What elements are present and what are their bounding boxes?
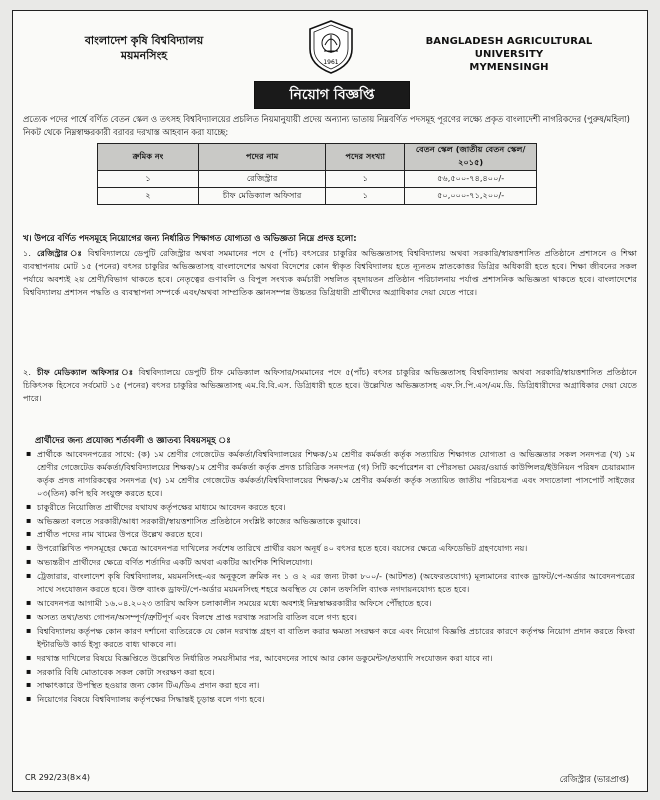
signatory: রেজিস্ট্রার (ভারপ্রাপ্ত)	[559, 774, 629, 784]
list-item	[23, 528, 635, 541]
notice-page	[12, 10, 648, 792]
bullet-icon: ▪	[26, 557, 32, 567]
list-item	[23, 542, 635, 555]
term-text: চাকুরীতে নিয়োজিত প্রার্থীদের যথাযথ কর্তৃপক্ষের মাধ্যমে আবেদন করতে হবে।	[37, 501, 286, 512]
intro-paragraph: প্রত্যেক পদের পার্শ্বে বর্ণিত বেতন স্কেল ও তৎসহ বিশ্ববিদ্যালয়ের প্রচলিত নিয়মানুযায়ী প্রদেয় অন্যান্য ভাতায় নিম্নবর্ণিত পদসমূহ পূরণের লক্ষ্যে প্রকৃত বাংলাদেশী নাগরিকদের (পুরুষ/মহিলা) নিকট থেকে নিম্নস্বাক্ষরকারী বরাবর দরখাস্ত আহবান করা যাচ্ছে:	[23, 114, 630, 137]
bullet-icon: ▪	[26, 543, 32, 553]
term-text: নিয়োগের বিষয়ে বিশ্ববিদ্যালয় কর্তৃপক্ষের সিদ্ধান্তই চূড়ান্ত বলে গণ্য হবে।	[37, 694, 265, 705]
list-item	[23, 515, 635, 528]
bullet-icon: ▪	[26, 449, 32, 458]
qualification-cmo	[23, 366, 637, 405]
university-seal-icon	[306, 19, 356, 75]
table-row	[98, 171, 537, 188]
item-title: রেজিস্ট্রার ঃ	[37, 248, 84, 258]
table-header-row	[98, 144, 537, 171]
term-text: আবেদনপত্র আগামী ১৬.০৪.২০২৩ তারিখ অফিস চলাকালীন সময়ের মধ্যে অবশ্যই নিম্নস্বাক্ষরকারীর অফিসে পৌঁছাতে হবে।	[37, 597, 432, 608]
bullet-icon: ▪	[26, 501, 32, 511]
term-text: ট্রেজারার, বাংলাদেশ কৃষি বিশ্ববিদ্যালয়, ময়মনসিংহ-এর অনুকূলে ক্রমিক নং ১ ও ২ এর জন্য টাকা ৮০০/- (আটশত) (অফেরতযোগ্য) মূল্যমানের ব্যাংক ড্রাফট/পে-অর্ডার আবেদনপত্রের সাথে সংযোজন করতে হবে। উক্ত ব্যাংক ড্রাফট/পে-অর্ডার ময়মনসিংহ শহরে অবস্থিত যে কোন তফসিলি ব্যাংক নগদায়নযোগ্য হতে হবে।	[37, 571, 635, 595]
cell-serial: ১	[98, 171, 199, 188]
bullet-icon: ▪	[26, 625, 32, 635]
cell-scale: ৫০,০০০-৭১,২০০/-	[405, 188, 537, 205]
col-post-header: পদের নাম	[198, 144, 325, 171]
list-item	[23, 570, 635, 596]
bullet-icon: ▪	[26, 611, 32, 621]
header-en-city: MYMENSINGH	[469, 62, 549, 73]
list-item	[23, 693, 635, 706]
list-item	[23, 666, 635, 679]
item-text: বিশ্ববিদ্যালয়ে ডেপুটি চীফ মেডিক্যাল অফিসার/সমমানের পদে ৫(পাঁচ) বৎসর চাকুরির অভিজ্ঞতাসহ বিশ্ববিদ্যালয় অথবা সরকারি/স্বায়ত্তশাসিত প্রতিষ্ঠানে চিকিৎসক হিসেবে সর্বমোট ১৫ (পনের) বৎসর চাকুরির অভিজ্ঞতাসহ এম.বি.বি.এস. ডিগ্রিধারী হতে হবে। উল্লেখিত অভিজ্ঞতাসহ এফ.সি.পি.এস/এম.ডি. ডিগ্রিধারীদের অগ্রাধিকার দেয়া যেতে পারে।	[23, 367, 638, 403]
bullet-icon: ▪	[26, 694, 32, 704]
qualification-registrar	[23, 247, 637, 299]
posts-table	[97, 143, 537, 205]
term-text: বিশ্ববিদ্যালয় কর্তৃপক্ষ কোন কারণ দর্শানো ব্যতিরেকে যে কোন দরখাস্ত গ্রহণ বা বাতিল করার ক্ষমতা সংরক্ষণ করে এবং নিয়োগ বিজ্ঞপ্তি প্রচারের কারণে কর্তৃপক্ষ নিয়োগ প্রদান করতে কিংবা ইন্টারভিউ কার্ড ইস্যু করতে বাধ্য থাকবে না।	[37, 625, 635, 649]
term-text: উপরোল্লিখিত পদসমূহের ক্ষেত্রে আবেদনপত্র দাখিলের সর্বশেষ তারিখে প্রার্থীর বয়স অনূর্ধ ৪০ বৎসর হতে হবে। বয়সের ক্ষেত্রে এফিডেভিট গ্রহণযোগ্য নয়।	[37, 543, 528, 554]
terms-list	[23, 448, 635, 707]
item-text: বিশ্ববিদ্যালয়ে ডেপুটি রেজিস্ট্রার অথবা সমমানের পদে ৫ (পাঁচ) বৎসরের চাকুরির অভিজ্ঞতাসহ বিশ্ববিদ্যালয় অথবা সরকারি/স্বায়ত্তশাসিত প্রতিষ্ঠানে প্রশাসনে ও শিক্ষা ব্যবস্থাপনায় মোট ১৫ (পনের) বৎসর চাকুরির অভিজ্ঞতাসহ বাংলাদেশের অথবা বিদেশের কোন স্বীকৃত বিশ্ববিদ্যালয় হতে ন্যূনতম স্নাতকোত্তর ডিগ্রির অধিকারী হতে হবে। শিক্ষা জীবনের সকল পর্যায়ে অবশ্যই ২য় শ্রেণী/বিভাগ থাকতে হবে। নেতৃত্বের গুণাবলি ও বিপুল সংখ্যক কর্মচারী সম্বলিত বৃহদায়তন প্রতিষ্ঠান পরিচালনায় পর্যাপ্ত প্রশাসনিক অভিজ্ঞতা থাকতে হবে। বাংলাদেশের বিশ্ববিদ্যালয় প্রশাসন পদ্ধতি ও ব্যবস্থাপনা সম্পর্কে এবং/অথবা সাম্প্রতিক জ্ঞানসম্পন্ন উচ্চতর ডিগ্রিধারী প্রার্থীদের অগ্রাধিকার দেয়া যেতে পারে।	[23, 248, 637, 297]
bullet-icon: ▪	[26, 652, 32, 662]
item-number: ২.	[23, 367, 31, 377]
term-text: প্রার্থীকে আবেদনপত্রের সাথে: (ক) ১ম শ্রেণীর গেজেটেড কর্মকর্তা/বিশ্ববিদ্যালয়ের শিক্ষক/১ম শ্রেণীর কর্মকর্তা কর্তৃক সত্যায়িত শিক্ষাগত যোগ্যতা ও অভিজ্ঞতার সকল সনদপত্র (খ) ১ম শ্রেণীর গেজেটেড কর্মকর্তা/বিশ্ববিদ্যালয়ের শিক্ষক/১ম শ্রেণীর কর্মকর্তা কর্তৃক প্রদত্ত চারিত্রিক সনদপত্র (গ) সিটি কর্পোরেশন বা পৌরসভা মেয়র/ওয়ার্ড কাউন্সিলর/ইউনিয়ন পরিষদ চেয়ারম্যান কর্তৃক প্রদত্ত নাগরিকত্বের সনদপত্র (ঘ) ১ম শ্রেণীর গেজেটেড কর্মকর্তা/বিশ্ববিদ্যালয়ের শিক্ষক/১ম শ্রেণীর কর্মকর্তা কর্তৃক সত্যায়িত জাতীয় পরিচয়পত্র এবং সদ্যতোলা পাসপোর্ট সাইজের ০৩(তিন) কপি ছবি সংযুক্ত করতে হবে।	[37, 449, 635, 498]
cell-count: ১	[326, 171, 405, 188]
bullet-icon: ▪	[26, 571, 32, 581]
list-item	[23, 597, 635, 610]
term-text: দরখাস্ত দাখিলের বিষয়ে বিজ্ঞপ্তিতে উল্লেখিত নির্ধারিত সময়সীমার পর, আবেদনের সাথে আর কোন ডকুমেন্টস/তথ্যাদি সংযোজন করা যাবে না।	[37, 652, 493, 663]
header-bn-name: বাংলাদেশ কৃষি বিশ্ববিদ্যালয়	[84, 34, 204, 47]
bullet-icon: ▪	[26, 597, 32, 607]
term-text: সাক্ষাৎকারে উপস্থিত হওয়ার জন্য কোন টিএ/ডিএ প্রদান করা হবে না।	[37, 680, 260, 691]
qualification-heading: খ। উপরে বর্ণিত পদসমূহে নিয়োগের জন্য নির্ধারিত শিক্ষাগত যোগ্যতা ও অভিজ্ঞতা নিম্নে প্রদত্ত হলো:	[23, 233, 357, 243]
term-text: অভ্যন্তরীণ প্রার্থীদের ক্ষেত্রে বর্ণিত শর্তাদির একটি অথবা একটির আংশিক শিথিলযোগ্য।	[37, 557, 313, 568]
term-text: সরকারি বিধি মোতাবেক সকল কোটা সংরক্ষণ করা হবে।	[37, 666, 215, 677]
header-bangla	[69, 33, 219, 63]
col-scale-header: বেতন স্কেল (জাতীয় বেতন স্কেল/২০১৫)	[405, 144, 537, 171]
bullet-icon: ▪	[26, 529, 32, 539]
list-item	[23, 652, 635, 665]
col-count-header: পদের সংখ্যা	[326, 144, 405, 171]
header-bn-city: ময়মনসিংহ	[120, 49, 168, 62]
header-english	[399, 35, 619, 74]
reference-code: CR 292/23(8×4)	[25, 773, 90, 782]
cell-post: রেজিস্ট্রার	[198, 171, 325, 188]
bullet-icon: ▪	[26, 666, 32, 676]
cell-scale: ৫৬,৫০০-৭৪,৪০০/-	[405, 171, 537, 188]
cell-count: ১	[326, 188, 405, 205]
term-text: অভিজ্ঞতা বলতে সরকারী/আধা সরকারী/স্বায়ত্তশাসিত প্রতিষ্ঠানে সংশ্লিষ্ট কাজের অভিজ্ঞতাকে বুঝাবে।	[37, 515, 361, 526]
table-row	[98, 188, 537, 205]
item-number: ১.	[23, 248, 31, 258]
cell-post: চীফ মেডিক্যাল অফিসার	[198, 188, 325, 205]
list-item	[23, 679, 635, 692]
list-item	[23, 501, 635, 514]
terms-heading: প্রার্থীদের জন্য প্রযোজ্য শর্তাবলী ও জ্ঞাতব্য বিষয়সমূহ ঃ	[35, 436, 231, 446]
term-text: অসত্য তথ্য/তথ্য গোপন/অসম্পূর্ণ/ত্রুটিপূর্ণ এবং বিলম্বে প্রাপ্ত দরখাস্ত সরাসরি বাতিল বলে গণ্য হবে।	[37, 611, 357, 622]
col-serial-header: ক্রমিক নং	[98, 144, 199, 171]
bullet-icon: ▪	[26, 515, 32, 525]
list-item	[23, 556, 635, 569]
bullet-icon: ▪	[26, 680, 32, 690]
list-item	[23, 448, 635, 500]
item-title: চীফ মেডিক্যাল অফিসার ঃ	[37, 367, 135, 377]
list-item	[23, 625, 635, 651]
list-item	[23, 611, 635, 624]
term-text: প্রার্থীত পদের নাম খামের উপরে উল্লেখ করতে হবে।	[37, 529, 203, 540]
notice-title: নিয়োগ বিজ্ঞপ্তি	[254, 81, 410, 109]
header-en-name: BANGLADESH AGRICULTURAL UNIVERSITY	[425, 36, 593, 60]
cell-serial: ২	[98, 188, 199, 205]
seal-year: 1961	[323, 59, 339, 66]
